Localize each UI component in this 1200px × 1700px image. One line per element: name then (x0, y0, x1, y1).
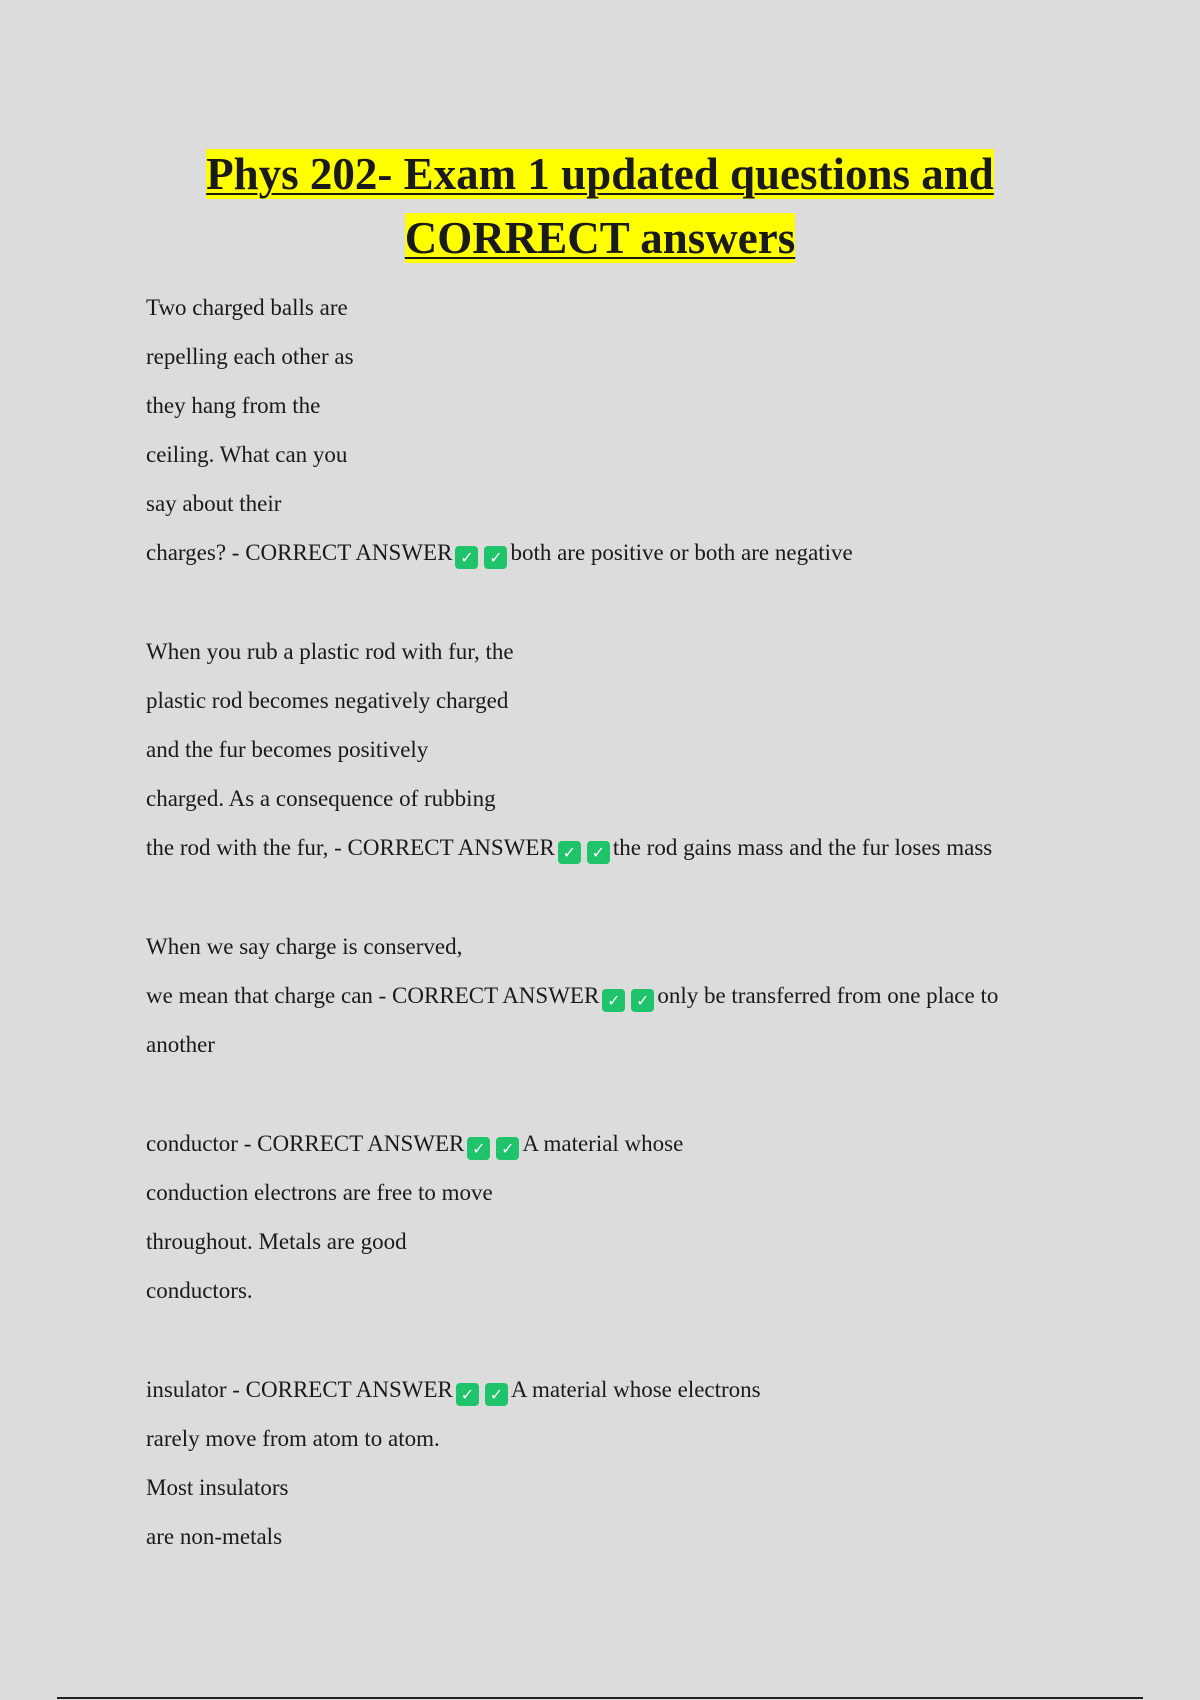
green-checkbox-icon: ✓ (456, 1383, 479, 1406)
title-line-1: Phys 202- Exam 1 updated questions and (206, 149, 994, 199)
answer-continuation-line: Most insulators (146, 1475, 289, 1500)
qa-item (146, 1365, 1076, 1561)
qa-item (146, 283, 1076, 577)
answer-line (146, 1119, 1076, 1168)
prompt-text: we mean that charge can - CORRECT ANSWER (146, 983, 600, 1008)
qa-item (146, 627, 1076, 872)
prompt-text: conductor - CORRECT ANSWER (146, 1131, 465, 1156)
answer-line (146, 528, 1076, 577)
answer-continuation-line: another (146, 1032, 215, 1057)
green-checkbox-icon: ✓ (484, 546, 507, 569)
question-line: When we say charge is conserved, (146, 934, 463, 959)
answer-continuation-line: conduction electrons are free to move (146, 1180, 493, 1205)
document-title (0, 142, 1200, 270)
answer-continuation-line: rarely move from atom to atom. (146, 1426, 440, 1451)
question-line: and the fur becomes positively (146, 737, 429, 762)
qa-list (146, 283, 1076, 1611)
green-checkbox-icon: ✓ (558, 841, 581, 864)
answer-text: only be transferred from one place to (657, 983, 999, 1008)
question-line: Two charged balls are (146, 295, 348, 320)
green-checkbox-icon: ✓ (631, 989, 654, 1012)
answer-continuation-line: are non-metals (146, 1524, 283, 1549)
answer-line (146, 1365, 1076, 1414)
prompt-text: charges? - CORRECT ANSWER (146, 540, 453, 565)
green-checkbox-icon: ✓ (587, 841, 610, 864)
answer-continuation-line: conductors. (146, 1278, 253, 1303)
question-line: plastic rod becomes negatively charged (146, 688, 509, 713)
question-line: ceiling. What can you (146, 442, 348, 467)
prompt-text: insulator - CORRECT ANSWER (146, 1377, 453, 1402)
green-checkbox-icon: ✓ (485, 1383, 508, 1406)
page-bottom-rule (57, 1697, 1143, 1699)
green-checkbox-icon: ✓ (455, 546, 478, 569)
green-checkbox-icon: ✓ (496, 1137, 519, 1160)
question-line: charged. As a consequence of rubbing (146, 786, 496, 811)
question-line: When you rub a plastic rod with fur, the (146, 639, 514, 664)
answer-text: A material whose electrons (510, 1377, 761, 1402)
question-line: say about their (146, 491, 282, 516)
answer-continuation-line: throughout. Metals are good (146, 1229, 407, 1254)
green-checkbox-icon: ✓ (467, 1137, 490, 1160)
question-line: they hang from the (146, 393, 321, 418)
answer-text: A material whose (522, 1131, 684, 1156)
answer-text: the rod gains mass and the fur loses mass (612, 835, 993, 860)
title-line-2: CORRECT answers (404, 213, 796, 263)
qa-item (146, 922, 1076, 1069)
answer-line (146, 971, 1076, 1020)
question-line: repelling each other as (146, 344, 354, 369)
answer-line (146, 823, 1076, 872)
green-checkbox-icon: ✓ (602, 989, 625, 1012)
qa-item (146, 1119, 1076, 1315)
answer-text: both are positive or both are negative (510, 540, 853, 565)
prompt-text: the rod with the fur, - CORRECT ANSWER (146, 835, 555, 860)
